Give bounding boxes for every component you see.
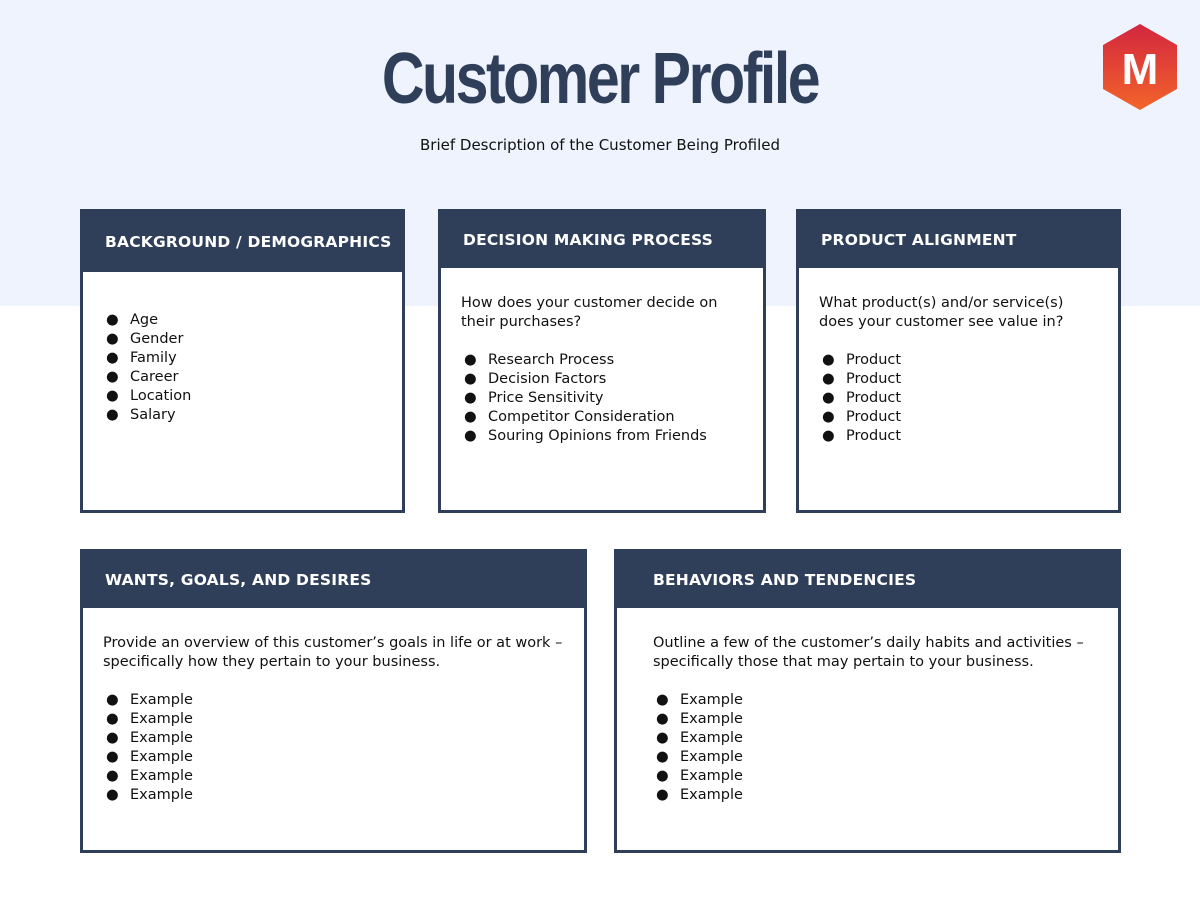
list-item-text: Competitor Consideration: [488, 409, 675, 425]
list-item: [653, 691, 1098, 710]
bullet-list: [653, 691, 1098, 805]
list-item: [653, 786, 1098, 805]
list-item: [103, 406, 382, 425]
list-item-text: Example: [680, 730, 743, 746]
background-demographics-card: [80, 209, 405, 513]
list-item-text: Example: [130, 787, 193, 803]
logo-letter: M: [1121, 45, 1159, 94]
list-item: [103, 387, 382, 406]
list-item-text: Product: [846, 409, 902, 425]
list-item-text: Location: [130, 388, 192, 404]
list-item-text: Product: [846, 390, 902, 406]
bullet-icon: ●: [656, 787, 669, 803]
bullet-icon: ●: [822, 352, 835, 368]
list-item-text: Souring Opinions from Friends: [488, 428, 707, 444]
bullet-icon: ●: [106, 692, 119, 708]
card-header: PRODUCT ALIGNMENT: [799, 212, 1118, 268]
list-item: [461, 408, 743, 427]
list-item-text: Example: [680, 768, 743, 784]
bullet-icon: ●: [656, 711, 669, 727]
card-body: [799, 268, 1118, 446]
card-header: BACKGROUND / DEMOGRAPHICS: [83, 212, 402, 272]
list-item: [103, 349, 382, 368]
list-item: [653, 710, 1098, 729]
bullet-icon: ●: [656, 768, 669, 784]
bullet-icon: ●: [106, 749, 119, 765]
bullet-icon: ●: [464, 371, 477, 387]
list-item: [103, 311, 382, 330]
list-item-text: Example: [680, 749, 743, 765]
list-item: [461, 389, 743, 408]
bullet-icon: ●: [106, 350, 119, 366]
card-body: [617, 608, 1118, 805]
list-item-text: Product: [846, 352, 902, 368]
list-item-text: Product: [846, 428, 902, 444]
list-item-text: Age: [130, 312, 159, 328]
card-description: Outline a few of the customer’s daily habits and activities – specifically those that may pertain to your business.: [653, 635, 1084, 670]
bullet-icon: ●: [106, 787, 119, 803]
list-item: [653, 767, 1098, 786]
list-item-text: Salary: [130, 407, 176, 423]
bullet-list: [819, 351, 1098, 446]
page-title: Customer Profile: [381, 39, 819, 119]
list-item-text: Research Process: [488, 352, 615, 368]
list-item-text: Decision Factors: [488, 371, 607, 387]
product-alignment-card: [796, 209, 1121, 513]
list-item: [103, 368, 382, 387]
list-item-text: Example: [130, 711, 193, 727]
list-item: [819, 427, 1098, 446]
card-header: BEHAVIORS AND TENDENCIES: [617, 552, 1118, 608]
bullet-icon: ●: [106, 388, 119, 404]
bullet-list: [103, 691, 564, 805]
list-item: [103, 691, 564, 710]
wants-goals-desires-card: [80, 549, 587, 853]
card-header: DECISION MAKING PROCESS: [441, 212, 763, 268]
list-item: [103, 748, 564, 767]
list-item: [653, 748, 1098, 767]
list-item: [103, 767, 564, 786]
list-item: [653, 729, 1098, 748]
list-item-text: Gender: [130, 331, 184, 347]
bullet-icon: ●: [106, 730, 119, 746]
card-body: [441, 268, 763, 446]
page-subtitle: Brief Description of the Customer Being Profiled: [420, 136, 780, 154]
logo-icon: [1103, 24, 1177, 110]
bullet-icon: ●: [464, 390, 477, 406]
decision-making-process-card: [438, 209, 766, 513]
list-item-text: Example: [130, 768, 193, 784]
list-item: [103, 729, 564, 748]
bullet-icon: ●: [106, 312, 119, 328]
bullet-icon: ●: [822, 390, 835, 406]
behaviors-tendencies-card: [614, 549, 1121, 853]
bullet-icon: ●: [656, 692, 669, 708]
list-item-text: Price Sensitivity: [488, 390, 604, 406]
bullet-icon: ●: [106, 768, 119, 784]
list-item-text: Example: [130, 749, 193, 765]
bullet-icon: ●: [106, 407, 119, 423]
card-description: Provide an overview of this customer’s goals in life or at work – specifically how they pertain to your business.: [103, 635, 563, 670]
list-item: [103, 710, 564, 729]
list-item: [819, 389, 1098, 408]
list-item-text: Product: [846, 371, 902, 387]
card-body: [83, 272, 402, 425]
list-item-text: Example: [680, 692, 743, 708]
list-item: [819, 408, 1098, 427]
bullet-icon: ●: [822, 371, 835, 387]
list-item: [819, 370, 1098, 389]
list-item-text: Example: [680, 711, 743, 727]
list-item-text: Example: [130, 692, 193, 708]
list-item-text: Example: [130, 730, 193, 746]
bullet-icon: ●: [822, 409, 835, 425]
card-description: What product(s) and/or service(s) does your customer see value in?: [819, 295, 1064, 330]
bullet-icon: ●: [464, 409, 477, 425]
bullet-icon: ●: [822, 428, 835, 444]
bullet-icon: ●: [106, 331, 119, 347]
bullet-icon: ●: [464, 428, 477, 444]
card-header: WANTS, GOALS, AND DESIRES: [83, 552, 584, 608]
card-description: How does your customer decide on their purchases?: [461, 295, 718, 330]
bullet-icon: ●: [656, 749, 669, 765]
list-item: [819, 351, 1098, 370]
bullet-icon: ●: [106, 711, 119, 727]
bullet-list: [461, 351, 743, 446]
bullet-icon: ●: [464, 352, 477, 368]
list-item: [461, 370, 743, 389]
bullet-icon: ●: [656, 730, 669, 746]
list-item: [461, 427, 743, 446]
list-item-text: Family: [130, 350, 177, 366]
bullet-list: [103, 311, 382, 425]
list-item: [103, 786, 564, 805]
list-item: [461, 351, 743, 370]
list-item-text: Example: [680, 787, 743, 803]
bullet-icon: ●: [106, 369, 119, 385]
card-body: [83, 608, 584, 805]
list-item-text: Career: [130, 369, 179, 385]
list-item: [103, 330, 382, 349]
